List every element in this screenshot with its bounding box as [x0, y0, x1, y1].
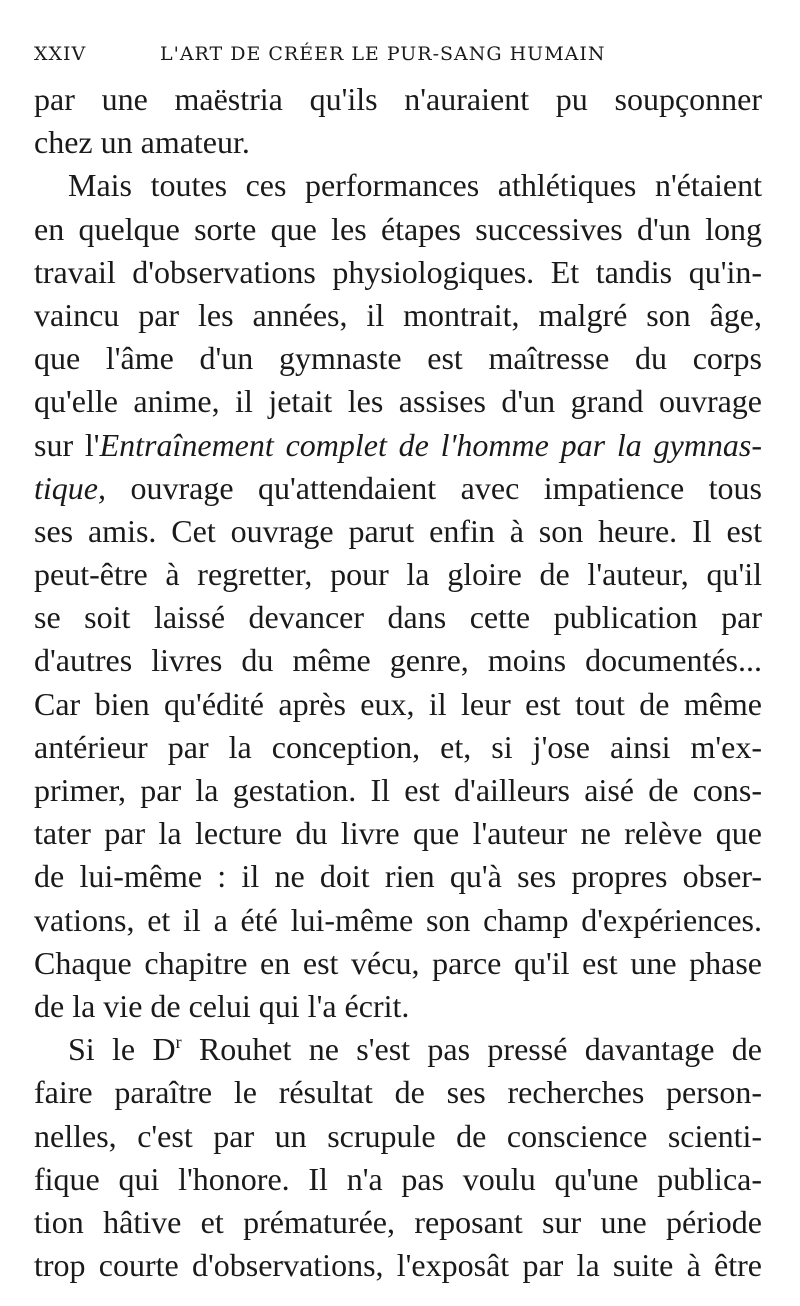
- text-line: Car bien qu'édité après eux, il leur est tout de même: [34, 685, 762, 722]
- text-line-roman: Rouhet ne s'est pas pressé davantage de: [181, 1031, 762, 1068]
- text-line: chez un amateur.: [34, 124, 250, 161]
- text-line: primer, par la gestation. Il est d'ailleurs aisé de cons-: [34, 772, 762, 808]
- text-line: Chaque chapitre en est vécu, parce qu'il est une phase: [34, 944, 762, 981]
- text-line: Mais toutes ces performances athlétiques n'étaient: [68, 167, 762, 204]
- text-line: par une maëstria qu'ils n'auraient pu soupçonner: [34, 81, 762, 117]
- text-line: antérieur par la conception, et, si j'ose ainsi m'ex-: [34, 728, 762, 765]
- text-line: de lui-même : il ne doit rien qu'à ses propres obser-: [34, 858, 762, 895]
- book-title-italic: Entraînement complet de l'homme par la gymnas-: [99, 426, 762, 463]
- text-line: vations, et il a été lui-même son champ d'expériences.: [34, 901, 762, 938]
- text-line: tion hâtive et prématurée, reposant sur une période: [34, 1203, 762, 1240]
- text-line: que l'âme d'un gymnaste est maîtresse du corps: [34, 340, 762, 377]
- superscript: r: [175, 1032, 182, 1053]
- text-line: se soit laissé devancer dans cette publication par: [34, 599, 762, 636]
- text-line: de la vie de celui qui l'a écrit.: [34, 987, 410, 1024]
- text-line: nelles, c'est par un scrupule de conscience scienti-: [34, 1117, 762, 1154]
- text-line: qu'elle anime, il jetait les assises d'un grand ouvrage: [34, 383, 762, 420]
- text-line: d'autres livres du même genre, moins documentés...: [34, 642, 762, 679]
- text-line: [34, 467, 762, 510]
- book-title-italic: tique,: [34, 469, 106, 506]
- text-line: fique qui l'honore. Il n'a pas voulu qu'une publica-: [34, 1160, 762, 1197]
- text-line: tater par la lecture du livre que l'auteur ne relève que: [34, 815, 762, 852]
- running-title: L'ART DE CRÉER LE PUR-SANG HUMAIN: [160, 43, 606, 65]
- text-line: faire paraître le résultat de ses recherches person-: [34, 1074, 762, 1111]
- text-line: en quelque sorte que les étapes successives d'un long: [34, 210, 762, 247]
- text-line: trop courte d'observations, l'exposât par la suite à être: [34, 1247, 762, 1284]
- text-line-roman: sur l': [34, 426, 100, 463]
- text-line: peut-être à regretter, pour la gloire de l'auteur, qu'il: [34, 556, 762, 593]
- text-line: [34, 424, 762, 467]
- text-line: travail d'observations physiologiques. Et tandis qu'in-: [34, 253, 762, 290]
- text-line: vaincu par les années, il montrait, malgré son âge,: [34, 296, 762, 333]
- text-line-roman: Si le D: [68, 1031, 176, 1068]
- text-line-roman: ouvrage qu'attendaient avec impatience tous: [105, 469, 762, 506]
- page-number: XXIV: [34, 43, 87, 65]
- text-line: ses amis. Cet ouvrage parut enfin à son heure. Il est: [34, 512, 762, 549]
- text-line: [34, 1028, 762, 1071]
- body-text: [34, 78, 762, 1287]
- page-header: [34, 34, 774, 74]
